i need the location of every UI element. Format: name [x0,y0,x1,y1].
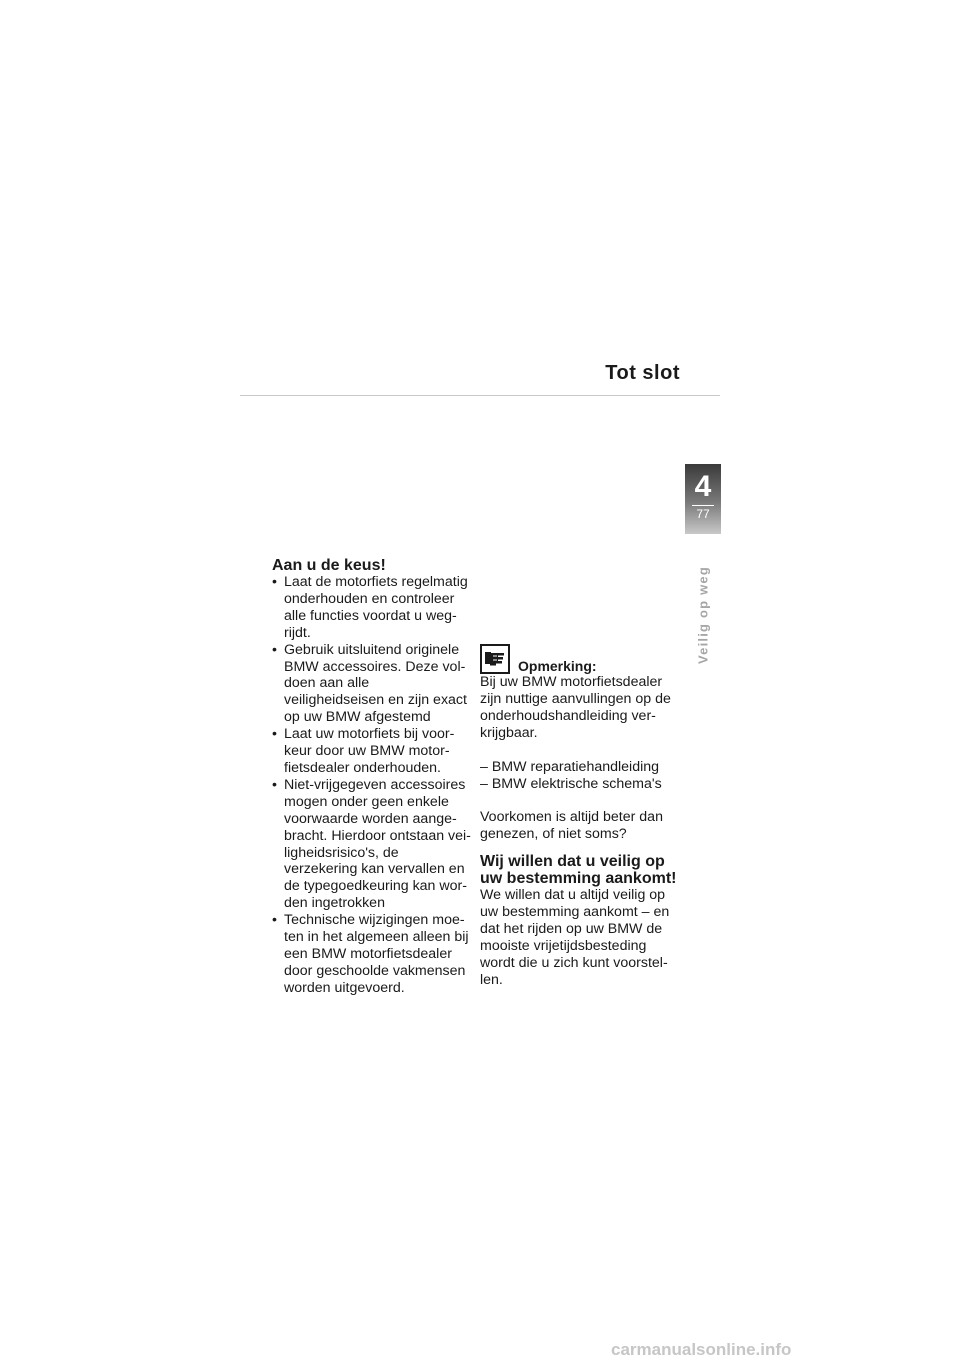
chapter-tab [685,464,721,534]
left-column [272,557,472,997]
safety-heading: Wij willen dat u veilig op uw bestemming aankomt! [480,853,677,888]
chapter-divider [692,505,714,506]
closing-text: We willen dat u altijd veilig op uw bestemming aankomt – en dat het rijden op uw BMW de mooiste vrijetijdsbesteding wordt die u zich kunt voorstel-len. [480,887,670,988]
list-item: • Niet-vrijgegeven accessoires mogen onder geen enkele voorwaarde worden aange-bracht. Hierdoor ontstaan vei-ligheidsrisico's, de verzekering kan vervallen en de typegoedkeuring kan wor-den ingetrokken [272,777,472,912]
list-item: • Laat de motorfiets regelmatig onderhouden en controleer alle functies voordat u weg-rijdt. [272,574,472,642]
note-header [480,640,680,674]
maintenance-bullet-list [272,574,472,997]
manual-list [480,759,680,793]
right-column [480,640,680,989]
list-item: – BMW elektrische schema's [480,775,662,792]
header-rule [240,395,720,396]
list-item: • Gebruik uitsluitend originele BMW accessoires. Deze vol-doen aan alle veiligheidseisen en zijn exact op uw BMW afgestemd [272,642,472,727]
note-text: Bij uw BMW motorfietsdealer zijn nuttige aanvullingen op de onderhoudshandleiding ver-krijgbaar. [480,674,671,741]
list-item: • Technische wijzigingen moe-ten in het algemeen alleen bij een BMW motorfietsdealer door geschoolde vakmensen worden uitgevoerd. [272,912,472,997]
section-side-label: Veilig op weg [695,566,711,664]
list-item: – BMW reparatiehandleiding [480,758,660,775]
page-number: 77 [696,507,710,521]
note-label: Opmerking: [518,658,597,674]
chapter-number: 4 [694,470,712,503]
prevention-text: Voorkomen is altijd beter dan genezen, of niet soms? [480,809,663,843]
choice-heading: Aan u de keus! [272,557,386,574]
watermark: carmanualsonline.info [611,1340,792,1359]
note-hand-icon [480,644,510,674]
list-item: • Laat uw motorfiets bij voor-keur door uw BMW motor-fietsdealer onderhouden. [272,726,472,777]
page-title: Tot slot [605,362,680,384]
